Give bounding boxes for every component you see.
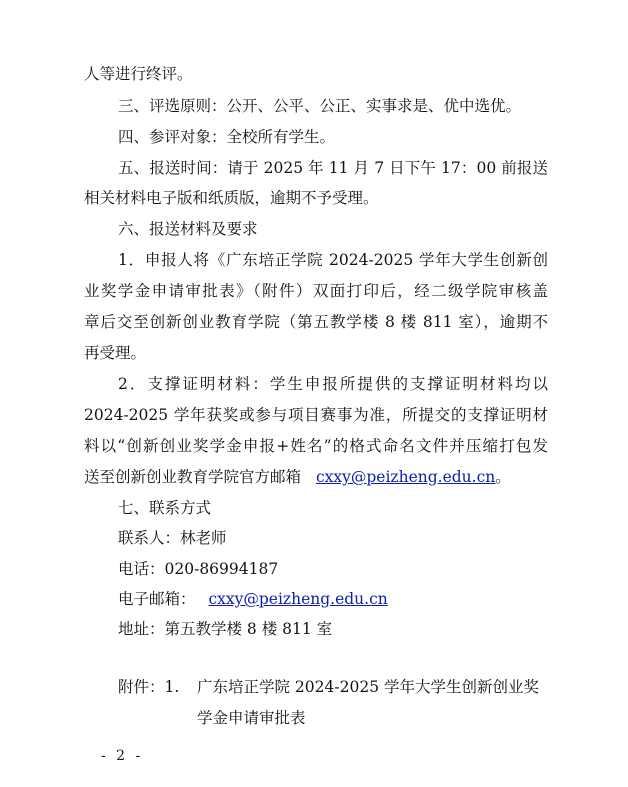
attachment-label: 附件：1.	[118, 678, 180, 696]
contact-address: 地址：第五教学楼 8 楼 811 室	[118, 620, 333, 638]
period: 。	[495, 468, 511, 486]
item-1-line: 业奖学金申请审批表》（附件）双面打印后，经二级学院审核盖	[84, 282, 548, 300]
paragraph-line: 相关材料电子版和纸质版，逾期不予受理。	[84, 189, 379, 207]
item-1-line: 再受理。	[84, 344, 147, 362]
section-6-heading: 六、报送材料及要求	[118, 220, 258, 238]
email-label: 电子邮箱：	[118, 590, 196, 608]
contact-person: 联系人：林老师	[118, 529, 227, 547]
item-1-line: 1．申报人将《广东培正学院 2024-2025 学年大学生创新创	[118, 251, 548, 269]
email-link[interactable]: cxxy@peizheng.edu.cn	[315, 468, 496, 486]
item-2-line: 料以“创新创业奖学金申报+姓名”的格式命名文件并压缩打包发	[84, 437, 548, 455]
item-2-line: 2．支撑证明材料：学生申报所提供的支撑证明材料均以	[118, 375, 548, 393]
section-5-deadline: 五、报送时间：请于 2025 年 11 月 7 日下午 17：00 前报送	[118, 159, 548, 177]
attachment-title: 广东培正学院 2024-2025 学年大学生创新创业奖	[197, 678, 539, 696]
section-7-heading: 七、联系方式	[118, 499, 212, 517]
contact-phone: 电话：020-86994187	[118, 560, 279, 578]
contact-email-link[interactable]: cxxy@peizheng.edu.cn	[208, 590, 388, 608]
item-1-line: 章后交至创新创业教育学院（第五教学楼 8 楼 811 室），逾期不	[84, 313, 548, 331]
contact-email	[118, 589, 388, 609]
item-2-text: 送至创新创业教育学院官方邮箱	[84, 468, 302, 486]
attachment-title-cont: 学金申请审批表	[197, 709, 306, 727]
item-2-line	[84, 467, 511, 487]
item-2-line: 2024-2025 学年获奖或参与项目赛事为准，所提交的支撑证明材	[84, 406, 548, 424]
section-4-participants: 四、参评对象：全校所有学生。	[118, 128, 336, 146]
page-number: - 2 -	[101, 748, 144, 764]
paragraph-line: 人等进行终评。	[84, 65, 193, 83]
section-3-principles: 三、评选原则：公开、公平、公正、实事求是、优中选优。	[118, 97, 522, 115]
